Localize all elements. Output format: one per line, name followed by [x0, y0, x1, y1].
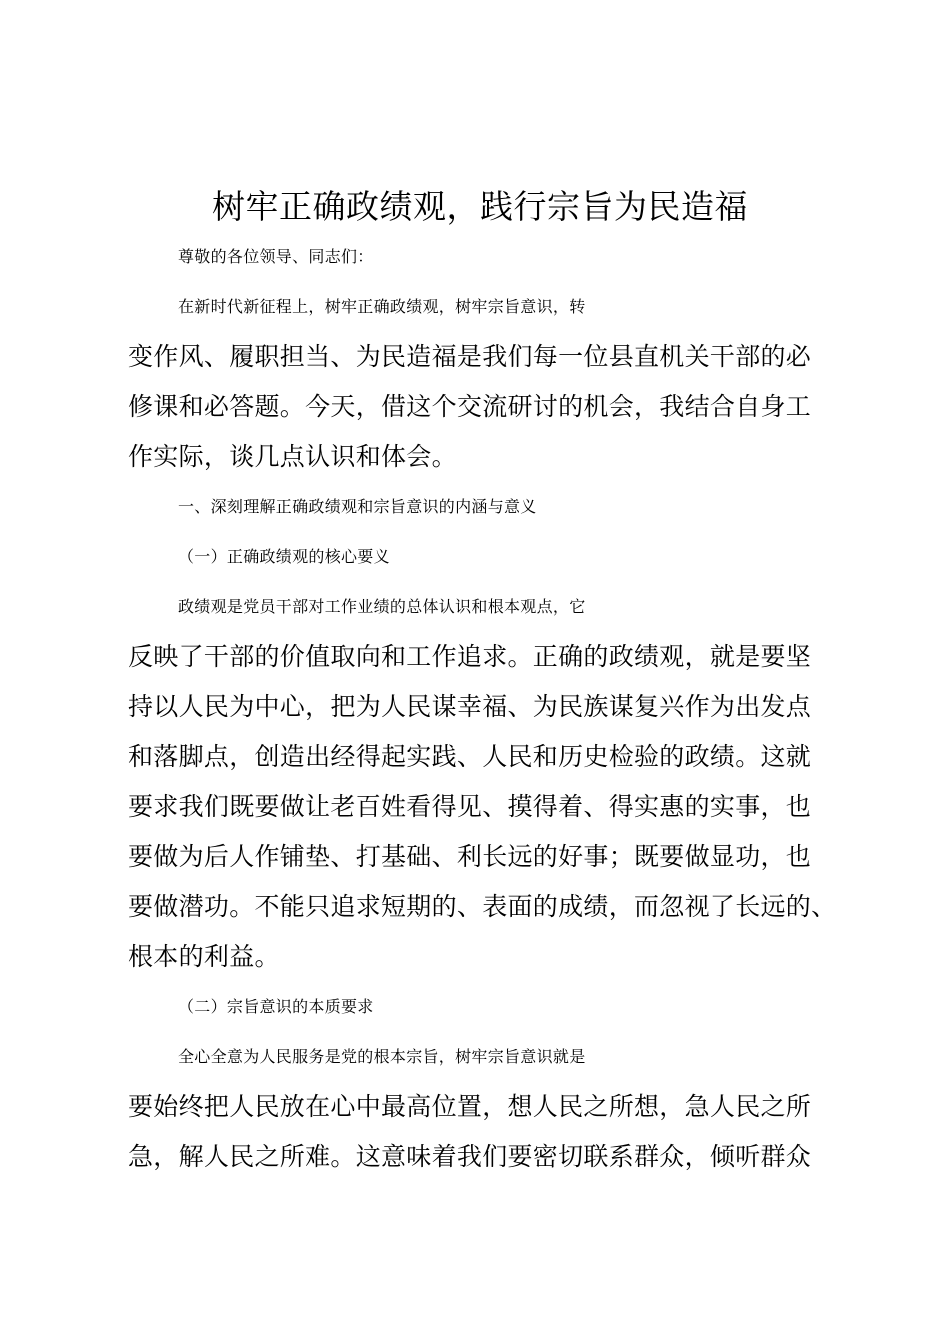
body-text-line: （二）宗旨意识的本质要求: [178, 997, 374, 1016]
body-text-line: 根本的利益。: [128, 942, 280, 971]
document-title: 树牢正确政绩观，践行宗旨为民造福: [212, 187, 748, 226]
body-text-line: 要做为后人作铺垫、打基础、利长远的好事；既要做显功，也: [128, 842, 812, 871]
body-text-line: 急，解人民之所难。这意味着我们要密切联系群众，倾听群众: [128, 1142, 812, 1171]
body-text-line: 要做潜功。不能只追求短期的、表面的成绩，而忽视了长远的、: [128, 892, 837, 921]
body-text-line: 要始终把人民放在心中最高位置，想人民之所想，急人民之所: [128, 1092, 812, 1121]
body-text-line: 变作风、履职担当、为民造福是我们每一位县直机关干部的必: [128, 342, 812, 371]
document-body: [128, 232, 838, 1182]
body-text-line: （一）正确政绩观的核心要义: [178, 547, 390, 566]
body-text-line: 政绩观是党员干部对工作业绩的总体认识和根本观点，它: [178, 597, 586, 616]
body-text-line: 在新时代新征程上，树牢正确政绩观，树牢宗旨意识，转: [178, 297, 586, 316]
body-text-line: 一、深刻理解正确政绩观和宗旨意识的内涵与意义: [178, 497, 537, 516]
body-text-line: 修课和必答题。今天，借这个交流研讨的机会，我结合自身工: [128, 392, 812, 421]
body-text-line: 全心全意为人民服务是党的根本宗旨，树牢宗旨意识就是: [178, 1047, 586, 1066]
body-text-line: 尊敬的各位领导、同志们：: [178, 247, 374, 266]
body-text-line: 作实际，谈几点认识和体会。: [128, 442, 457, 471]
body-text-line: 和落脚点，创造出经得起实践、人民和历史检验的政绩。这就: [128, 742, 812, 771]
body-text-line: 持以人民为中心，把为人民谋幸福、为民族谋复兴作为出发点: [128, 692, 812, 721]
body-text-line: 反映了干部的价值取向和工作追求。正确的政绩观，就是要坚: [128, 642, 812, 671]
body-text-line: 要求我们既要做让老百姓看得见、摸得着、得实惠的实事，也: [128, 792, 812, 821]
